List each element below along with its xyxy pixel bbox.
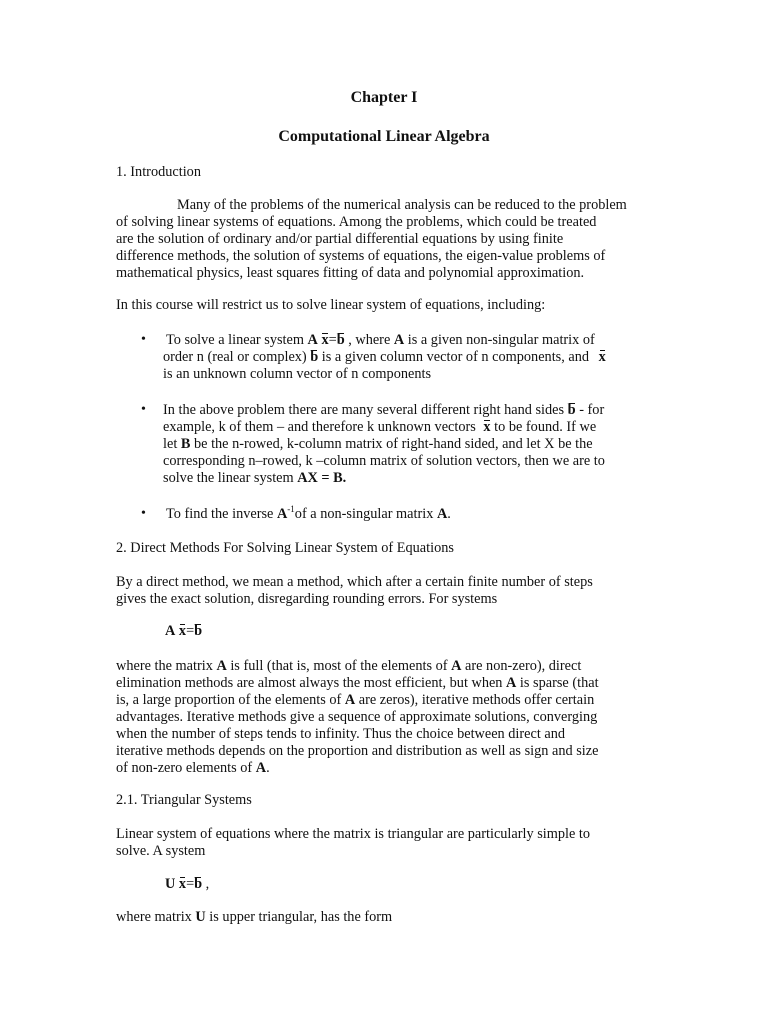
vector-b-symbol: b	[336, 332, 345, 348]
inverse-superscript: -1	[287, 504, 295, 514]
bullet-item-inverse	[163, 506, 652, 523]
paragraph-text-span: where the matrix	[116, 658, 217, 674]
document-title: Computational Linear Algebra	[278, 128, 490, 145]
bullet-text-span: , where	[344, 332, 394, 348]
chapter-heading: Chapter I	[350, 89, 418, 106]
paragraph-text-span: .	[266, 760, 270, 776]
section-heading-triangular-systems: 2.1. Triangular Systems	[116, 792, 252, 808]
paragraph-line: Linear system of equations where the matrix is triangular are particularly simple to	[116, 826, 591, 842]
section-heading-direct-methods: 2. Direct Methods For Solving Linear System of Equations	[116, 540, 454, 556]
bullet-text-span: is a given non-singular matrix of	[404, 332, 595, 348]
equation-ax-b	[165, 623, 202, 640]
intro-line: of solving linear systems of equations. Among the problems, which could be treated	[116, 214, 597, 230]
intro-line: mathematical physics, least squares fitting of data and polynomial approximation.	[116, 265, 585, 281]
bullet-item-linear-system	[163, 332, 652, 383]
bullet-text-span: corresponding n–rowed, k –column matrix of solution vectors, then we are to	[163, 453, 605, 469]
bullet-text-span: example, k of them – and therefore k unknown vectors	[163, 419, 480, 435]
section-heading-introduction: 1. Introduction	[116, 164, 201, 180]
bullet-text-span: To solve a linear system	[166, 332, 308, 348]
bullet-text-span: is a given column vector of n components, and	[318, 349, 593, 365]
paragraph-text-span: is, a large proportion of the elements of	[116, 692, 345, 708]
where-matrix-paragraph	[116, 658, 652, 777]
paragraph-text-span: elimination methods are almost always the most efficient, but when	[116, 675, 507, 691]
course-sentence: In this course will restrict us to solve linear system of equations, including:	[116, 297, 546, 313]
vector-x-symbol: x	[321, 332, 329, 348]
bullet-marker: •	[141, 506, 146, 521]
matrix-symbol: A	[255, 760, 267, 776]
bullet-text-span: - for	[575, 402, 605, 418]
matrix-symbol: A	[393, 332, 405, 348]
matrix-symbol: B	[180, 436, 191, 452]
intro-paragraph	[116, 197, 652, 282]
equation-ux-b	[165, 876, 209, 893]
paragraph-text-span: are zeros), iterative methods offer certain	[355, 692, 595, 708]
paragraph-text-span: where matrix	[116, 909, 196, 925]
vector-x-symbol: x	[598, 349, 606, 365]
matrix-symbol: A	[344, 692, 356, 708]
paragraph-text-span: is sparse (that	[516, 675, 599, 691]
bullet-text-span: order n (real or complex)	[163, 349, 311, 365]
matrix-symbol: A	[436, 506, 448, 522]
bullet-text-span: To find the inverse	[166, 506, 277, 522]
equation-comma: ,	[202, 876, 210, 892]
bullet-text-span: .	[447, 506, 451, 522]
bullet-text-span: to be found. If we	[490, 419, 597, 435]
paragraph-line: advantages. Iterative methods give a sequence of approximate solutions, converging	[116, 709, 598, 725]
bullet-marker: •	[141, 402, 146, 417]
bullet-text-span: of a non-singular matrix	[294, 506, 437, 522]
equals-symbol: =	[186, 876, 195, 892]
triangular-paragraph	[116, 826, 652, 860]
vector-b-symbol: b	[194, 623, 203, 639]
vector-x-symbol: x	[178, 876, 187, 892]
matrix-symbol: A	[165, 623, 176, 639]
bullet-text-span: solve the linear system	[163, 470, 298, 486]
matrix-symbol: A	[307, 332, 318, 348]
paragraph-line: when the number of steps tends to infinity. Thus the choice between direct and	[116, 726, 566, 742]
intro-line: Many of the problems of the numerical analysis can be reduced to the problem	[177, 197, 627, 213]
bullet-text-span: In the above problem there are many several different right hand sides	[163, 402, 568, 418]
bullet-text-span: be the n-rowed, k-column matrix of right-hand sided, and let X be the	[190, 436, 593, 452]
intro-line: difference methods, the solution of systems of equations, the eigen-value problems of	[116, 248, 606, 264]
matrix-symbol: U	[195, 909, 206, 925]
matrix-symbol: A	[276, 506, 288, 522]
paragraph-line: gives the exact solution, disregarding rounding errors. For systems	[116, 591, 498, 607]
matrix-symbol: U	[165, 876, 176, 892]
bullet-marker: •	[141, 332, 146, 347]
paragraph-line: By a direct method, we mean a method, which after a certain finite number of steps	[116, 574, 593, 590]
equation-text: AX = B.	[297, 470, 347, 486]
bullet-item-multiple-rhs	[163, 402, 652, 487]
matrix-symbol: A	[451, 658, 462, 674]
bullet-text-span: let	[163, 436, 181, 452]
vector-b-symbol: b	[194, 876, 203, 892]
bullet-text-span: is an unknown column vector of n components	[163, 366, 432, 382]
paragraph-line: iterative methods depends on the proportion and distribution as well as sign and size	[116, 743, 599, 759]
paragraph-text-span: are non-zero), direct	[461, 658, 582, 674]
vector-b-symbol: b	[310, 349, 319, 365]
matrix-symbol: A	[506, 675, 517, 691]
paragraph-text-span: is upper triangular, has the form	[205, 909, 393, 925]
equals-symbol: =	[186, 623, 195, 639]
paragraph-text-span: of non-zero elements of	[116, 760, 256, 776]
equals-symbol: =	[328, 332, 337, 348]
paragraph-line: solve. A system	[116, 843, 206, 859]
direct-method-paragraph	[116, 574, 652, 608]
vector-b-symbol: b	[567, 402, 576, 418]
intro-line: are the solution of ordinary and/or partial differential equations by using finite	[116, 231, 564, 247]
matrix-symbol: A	[216, 658, 227, 674]
upper-triangular-sentence	[116, 909, 392, 926]
paragraph-text-span: is full (that is, most of the elements of	[226, 658, 452, 674]
vector-x-symbol: x	[178, 623, 187, 639]
vector-x-symbol: x	[483, 419, 491, 435]
